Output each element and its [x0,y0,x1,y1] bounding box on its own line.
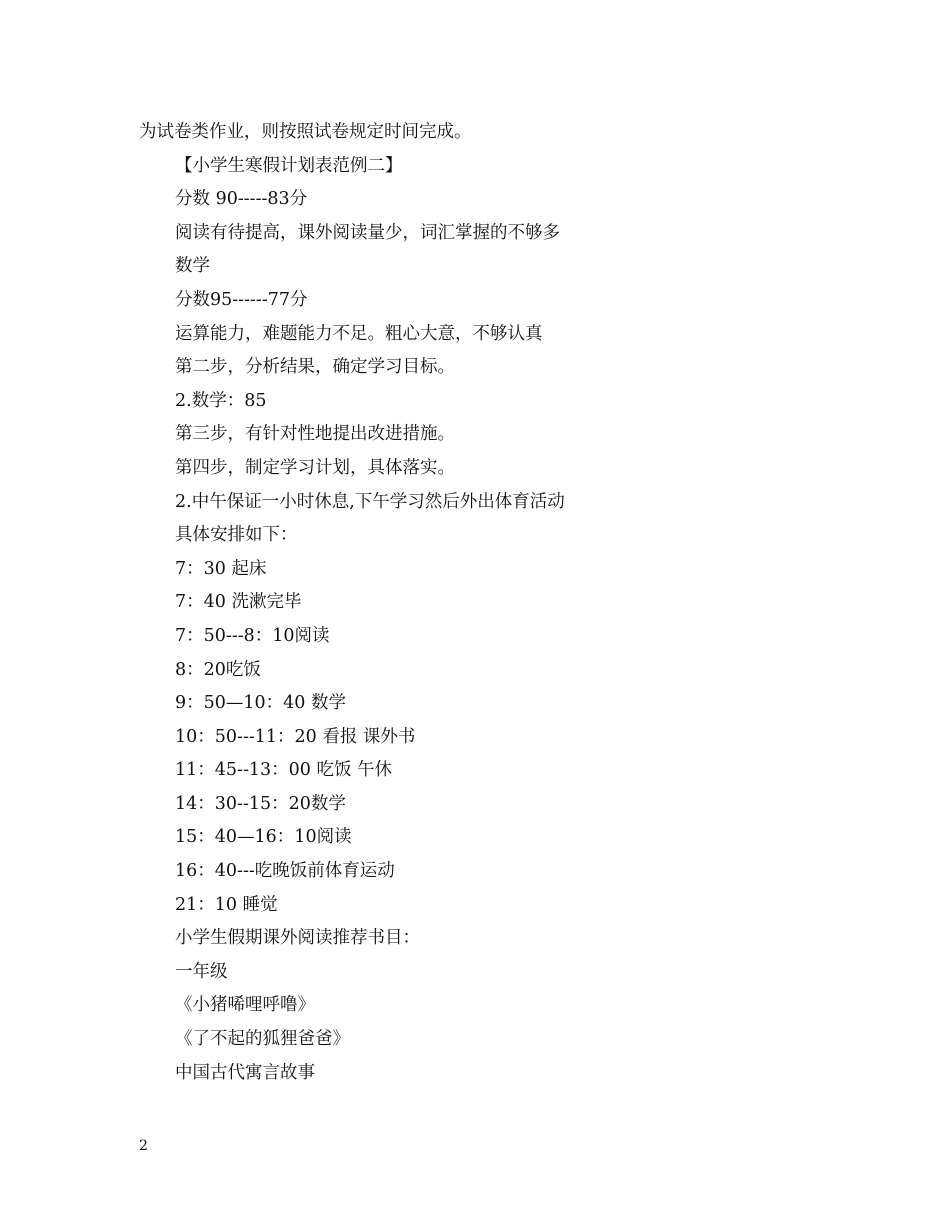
text-line: 第二步，分析结果，确定学习目标。 [175,357,455,378]
schedule-item: 16：40---吃晚饭前体育运动 [175,861,395,882]
schedule-item: 7：30 起床 [175,558,267,579]
text-line: 阅读有待提高，课外阅读量少，词汇掌握的不够多 [175,222,560,243]
schedule-item: 9：50—10：40 数学 [175,693,347,714]
text-line: 数学 [175,256,210,277]
text-line: 具体安排如下： [175,525,298,546]
schedule-item: 7：50---8：10阅读 [175,625,330,646]
page-number: 2 [139,1138,148,1154]
text-line: 2.数学：85 [175,390,267,411]
document-body [139,116,839,1090]
book-title: 中国古代寓言故事 [175,1062,315,1083]
text-line: 分数 90-----83分 [175,189,308,210]
book-title: 《小猪唏哩呼噜》 [175,995,315,1016]
text-line: 为试卷类作业，则按照试卷规定时间完成。 [139,122,472,142]
section-heading: 【小学生寒假计划表范例二】 [175,155,403,176]
schedule-item: 8：20吃饭 [175,659,261,680]
schedule-item: 10：50---11：20 看报 课外书 [175,726,416,747]
text-line: 第四步，制定学习计划，具体落实。 [175,457,455,478]
text-line: 一年级 [175,961,228,982]
text-line: 2.中午保证一小时休息,下午学习然后外出体育活动 [175,491,565,512]
book-title: 《了不起的狐狸爸爸》 [175,1029,350,1050]
text-line: 第三步，有针对性地提出改进措施。 [175,424,455,445]
schedule-item: 21：10 睡觉 [175,894,278,915]
schedule-item: 11：45--13：00 吃饭 午休 [175,760,393,781]
schedule-item: 14：30--15：20数学 [175,793,346,814]
text-line: 运算能力，难题能力不足。粗心大意，不够认真 [175,323,543,344]
schedule-item: 15：40—16：10阅读 [175,827,352,848]
text-line: 分数95------77分 [175,289,308,310]
schedule-item: 7：40 洗漱完毕 [175,592,302,613]
text-line: 小学生假期课外阅读推荐书目： [175,928,420,949]
